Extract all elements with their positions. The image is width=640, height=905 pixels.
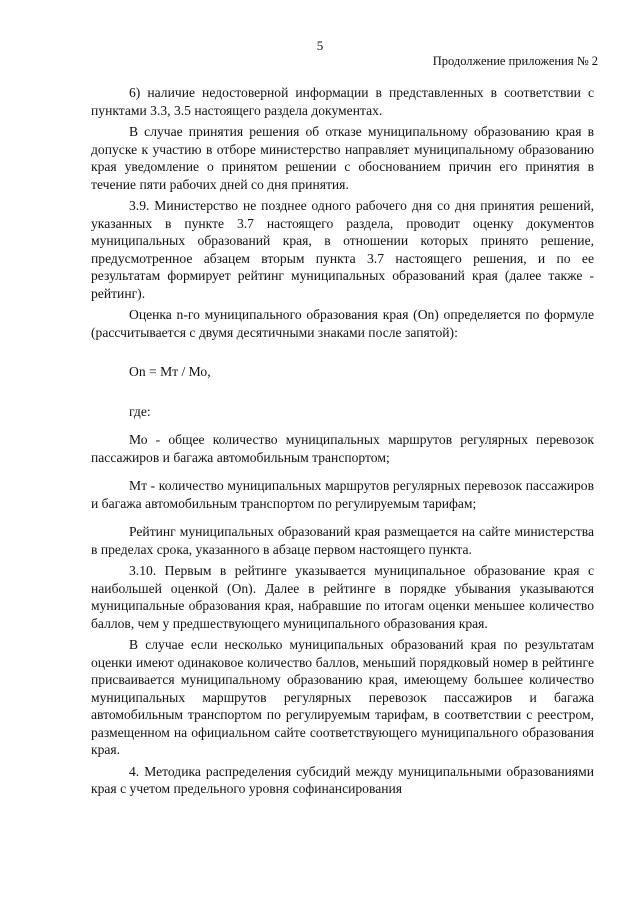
- paragraph-item-6: 6) наличие недостоверной информации в представленных в соответствии с пунктами 3.3, 3.5 настоящего раздела документах.: [91, 85, 594, 118]
- paragraph-evaluation-formula-intro: Оценка n-го муниципального образования края (Оn) определяется по формуле (рассчитывается с двумя десятичными знаками после запятой):: [91, 307, 594, 340]
- formula-where-label: где:: [129, 403, 151, 419]
- paragraph-section-4: 4. Методика распределения субсидий между муниципальными образованиями края с учетом предельного уровня софинансирования: [91, 763, 594, 796]
- definition-mo: Мо - общее количество муниципальных маршрутов регулярных перевозок пассажиров и багажа автомобильным транспортом;: [91, 432, 594, 465]
- paragraph-equal-scores: В случае если несколько муниципальных образований края по результатам оценки имеют одинаковое количество баллов, меньший порядковый номер в рейтинге присваивается муниципальному образованию края, имеющему большее количество муниципальных маршрутов регулярных перевозок пассажиров и багажа автомобильным транспортом по регулируемым тарифам, в соответствии с реестром, размещенном на официальном сайте соответствующего муниципального образования края.: [91, 637, 594, 757]
- formula: Оn = Мт / Мо,: [129, 364, 211, 379]
- page-number: 5: [316, 38, 324, 53]
- document-body: [91, 84, 594, 798]
- paragraph-refusal-notice: В случае принятия решения об отказе муниципальному образованию края в допуске к участию в отборе министерство направляет муниципальному образованию края уведомление о принятом решении с обоснованием причин его принятия в течение пяти рабочих дней со дня принятия.: [91, 124, 594, 192]
- paragraph-3-10: 3.10. Первым в рейтинге указывается муниципальное образование края с наибольшей оценкой (Оn). Далее в рейтинге в порядке убывания указываются муниципальные образования края, набравшие по итогам оценки меньшее количество баллов, чем у предшествующего муниципального образования края.: [91, 563, 594, 631]
- paragraph-3-9: 3.9. Министерство не позднее одного рабочего дня со дня принятия решений, указанных в пункте 3.7 настоящего раздела, проводит оценку документов муниципальных образований края, в отношении которых принято решение, предусмотренное абзацем вторым пункта 3.7 настоящего решения, и по ее результатам формирует рейтинг муниципальных образований края (далее также - рейтинг).: [91, 198, 594, 301]
- definition-mt: Мт - количество муниципальных маршрутов регулярных перевозок пассажиров и багажа автомобильным транспортом по регулируемым тарифам;: [91, 478, 594, 511]
- appendix-continuation-note: Продолжение приложения № 2: [432, 54, 598, 68]
- paragraph-rating-publication: Рейтинг муниципальных образований края размещается на сайте министерства в пределах срока, указанного в абзаце первом настоящего пункта.: [91, 524, 594, 557]
